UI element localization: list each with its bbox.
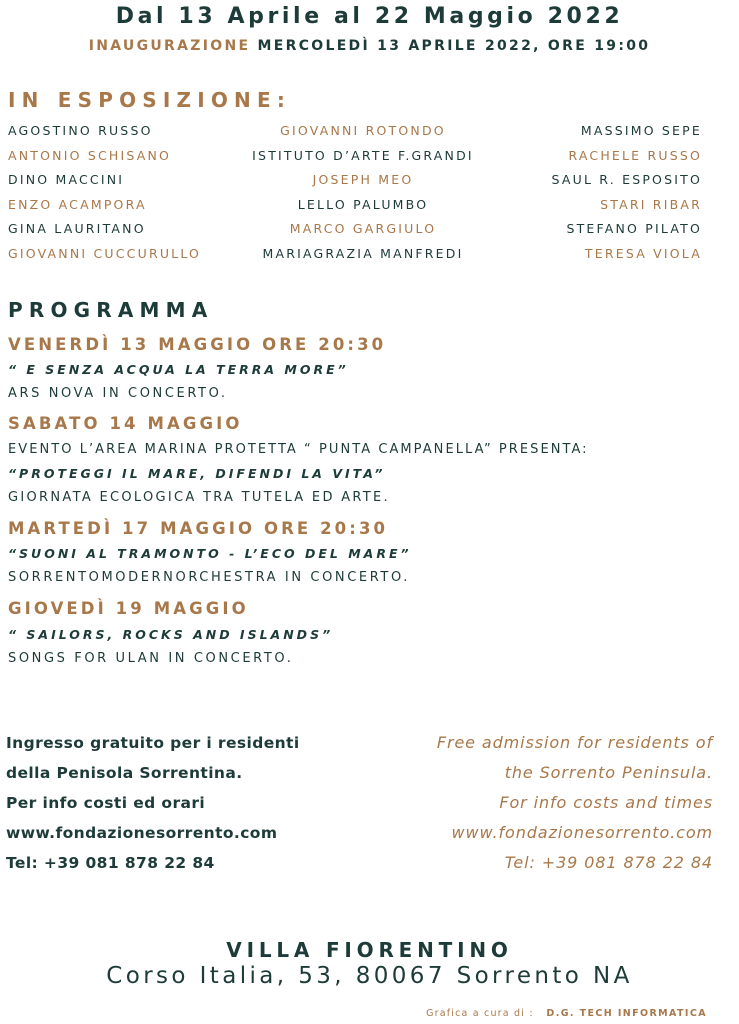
info-line-costs: Per info costi ed orari	[6, 794, 206, 812]
website-link[interactable]: www.fondazionesorrento.com	[6, 824, 278, 842]
event-title: “ E SENZA ACQUA LA TERRA MORE”	[8, 362, 349, 377]
venue-name: VILLA FIORENTINO	[226, 938, 513, 962]
event-title: “SUONI AL TRAMONTO - L’ECO DEL MARE”	[8, 546, 412, 561]
artist-name: RACHELE RUSSO	[568, 147, 702, 163]
artist-name: STEFANO PILATO	[566, 221, 702, 236]
info-line-costs: For info costs and times	[499, 793, 713, 812]
artist-name: ISTITUTO D’ARTE F.GRANDI	[252, 147, 474, 163]
artist-name: GIOVANNI ROTONDO	[280, 123, 446, 138]
artist-name: MARCO GARGIULO	[289, 221, 437, 236]
artist-column-1	[8, 119, 201, 266]
inauguration-line	[0, 38, 739, 54]
artist-name: TERESA VIOLA	[584, 245, 702, 261]
artist-name: DINO MACCINI	[8, 172, 125, 187]
website-link[interactable]: www.fondazionesorrento.com	[451, 823, 713, 842]
info-line-peninsula: the Sorrento Peninsula.	[504, 763, 713, 782]
event-description: ARS NOVA IN CONCERTO.	[8, 386, 228, 401]
artist-name: MARIAGRAZIA MANFREDI	[262, 245, 464, 261]
info-line-admission: Free admission for residents of	[436, 733, 713, 752]
artist-name: GINA LAURITANO	[8, 221, 146, 236]
credit-label: Grafica a cura di :	[426, 1008, 534, 1019]
info-english	[437, 728, 713, 878]
artist-name: MASSIMO SEPE	[580, 123, 702, 138]
exhibition-heading: IN ESPOSIZIONE:	[8, 88, 292, 112]
event-description: SONGS FOR ULAN IN CONCERTO.	[8, 651, 294, 666]
artist-name: GIOVANNI CUCCURULLO	[8, 245, 202, 261]
info-line-peninsula: della Penisola Sorrentina.	[6, 764, 243, 782]
graphic-credit	[426, 1008, 707, 1019]
artist-column-3	[552, 119, 703, 266]
venue-address: Corso Italia, 53, 80067 Sorrento NA	[106, 963, 633, 989]
artist-name: JOSEPH MEO	[312, 172, 414, 187]
inauguration-date: MERCOLEDÌ 13 APRILE 2022, ORE 19:00	[257, 38, 651, 54]
phone-number: Tel: +39 081 878 22 84	[6, 854, 215, 872]
date-range-title: Dal 13 Aprile al 22 Maggio 2022	[115, 4, 624, 29]
inauguration-label: INAUGURAZIONE	[88, 38, 251, 54]
event-title: “PROTEGGI IL MARE, DIFENDI LA VITA”	[8, 466, 386, 481]
info-italian	[6, 728, 300, 878]
artist-name: LELLO PALUMBO	[297, 196, 429, 212]
artist-name: STARI RIBAR	[600, 196, 702, 212]
event-date: MARTEDÌ 17 MAGGIO ORE 20:30	[8, 519, 389, 538]
event-description: GIORNATA ECOLOGICA TRA TUTELA ED ARTE.	[8, 490, 390, 505]
event-date: GIOVEDÌ 19 MAGGIO	[8, 599, 249, 618]
event-intro: EVENTO L’AREA MARINA PROTETTA “ PUNTA CAMPANELLA” PRESENTA:	[8, 442, 589, 457]
event-date: VENERDÌ 13 MAGGIO ORE 20:30	[8, 335, 387, 354]
phone-number: Tel: +39 081 878 22 84	[504, 853, 713, 872]
event-date: SABATO 14 MAGGIO	[8, 414, 243, 433]
artist-name: ANTONIO SCHISANO	[8, 147, 172, 163]
event-title: “ SAILORS, ROCKS AND ISLANDS”	[8, 627, 334, 642]
credit-author: D.G. TECH INFORMATICA	[546, 1008, 707, 1019]
artist-column-2	[232, 119, 494, 266]
program-heading: PROGRAMMA	[8, 298, 214, 322]
artist-name: ENZO ACAMPORA	[8, 196, 147, 212]
artist-name: SAUL R. ESPOSITO	[551, 172, 702, 187]
info-line-admission: Ingresso gratuito per i residenti	[6, 734, 300, 752]
event-description: SORRENTOMODERNORCHESTRA IN CONCERTO.	[8, 570, 410, 585]
artist-name: AGOSTINO RUSSO	[8, 123, 153, 138]
